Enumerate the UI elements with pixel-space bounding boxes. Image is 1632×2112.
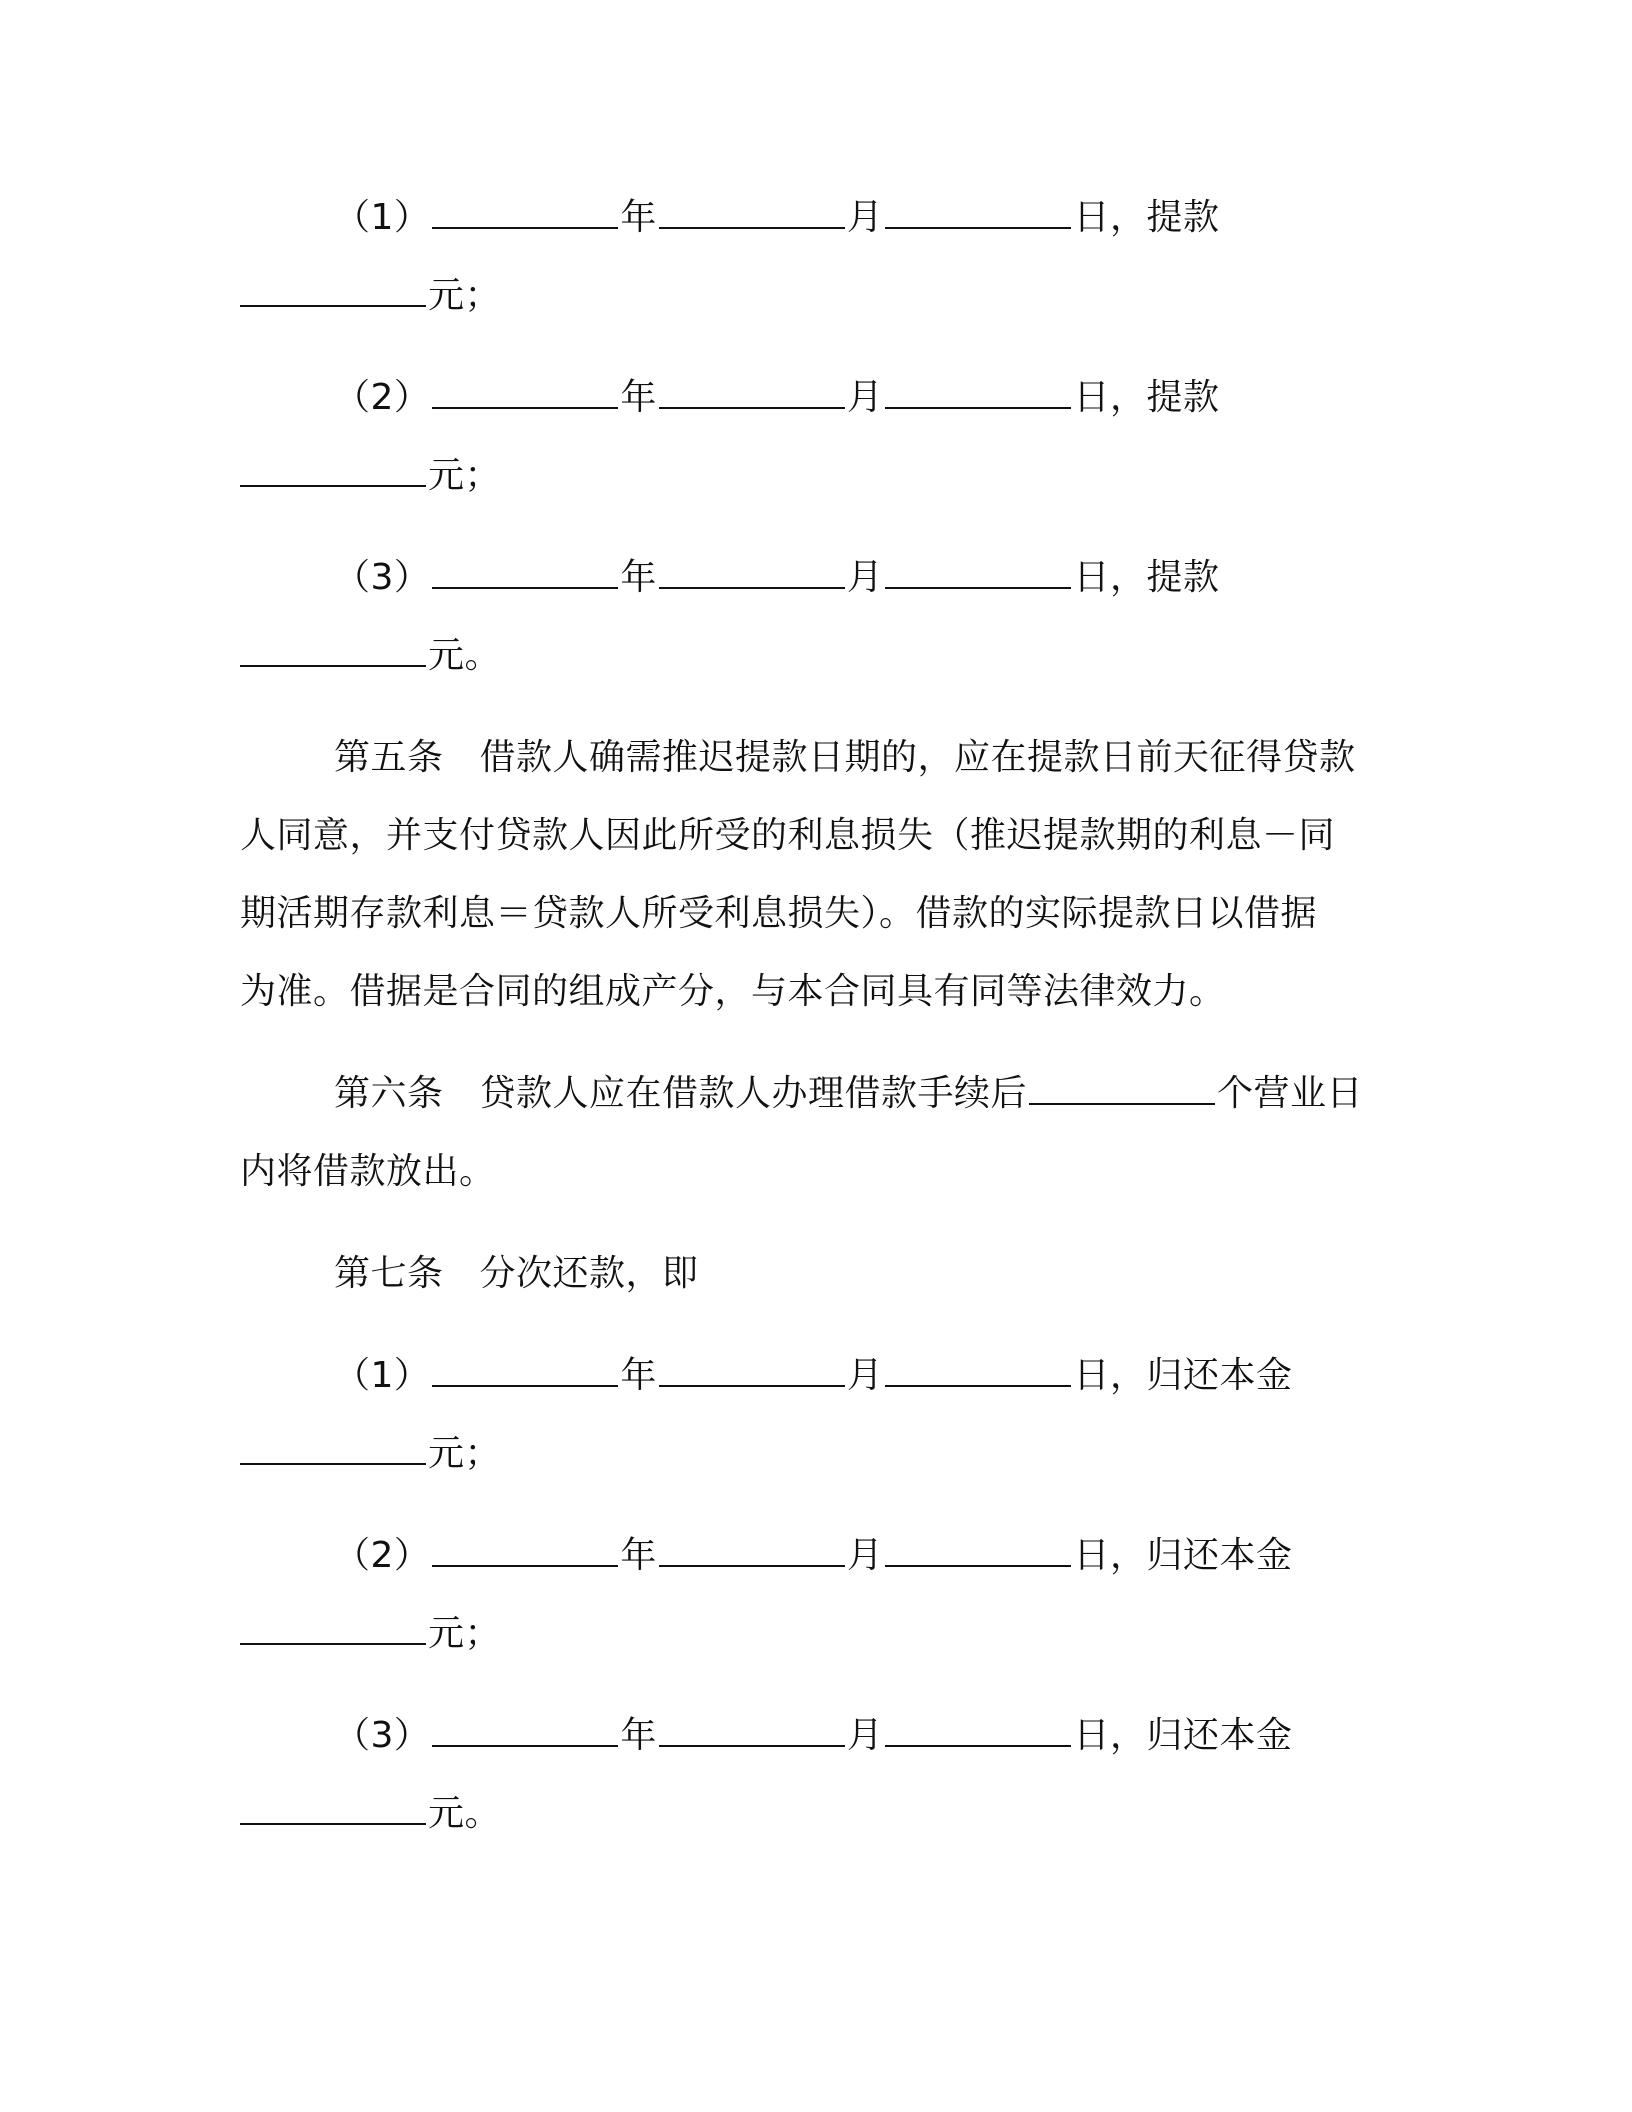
- month-blank[interactable]: [659, 197, 845, 229]
- article5-text-4: 为准。借据是合同的组成产分，与本合同具有同等法律效力。: [240, 971, 1226, 1012]
- year-label: 年: [620, 1535, 657, 1576]
- item-number: （3）: [334, 557, 431, 598]
- year-blank[interactable]: [432, 1715, 618, 1747]
- day-label: 日，归还本金: [1073, 1715, 1293, 1756]
- repayment-amount-2: [240, 1612, 1390, 1656]
- article6-line-1: [334, 1072, 1484, 1116]
- year-blank[interactable]: [432, 377, 618, 409]
- day-label: 日，提款: [1073, 197, 1220, 238]
- repayment-item-2: [334, 1534, 1484, 1578]
- article6-text-after: 个营业日: [1217, 1073, 1364, 1114]
- year-label: 年: [620, 1715, 657, 1756]
- item-number: （2）: [334, 1535, 431, 1576]
- year-label: 年: [620, 377, 657, 418]
- year-blank[interactable]: [432, 557, 618, 589]
- year-blank[interactable]: [432, 1355, 618, 1387]
- month-label: 月: [846, 1535, 884, 1576]
- article6-text-before: 贷款人应在借款人办理借款手续后: [479, 1073, 1028, 1114]
- day-blank[interactable]: [885, 557, 1071, 589]
- unit-label: 元；: [428, 455, 502, 496]
- withdrawal-item-3: [334, 556, 1484, 600]
- business-days-blank[interactable]: [1029, 1073, 1215, 1105]
- item-number: （1）: [334, 1355, 431, 1396]
- article6-text-2: 内将借款放出。: [240, 1151, 496, 1192]
- month-blank[interactable]: [659, 1535, 845, 1567]
- year-label: 年: [620, 557, 657, 598]
- withdrawal-amount-2: [240, 454, 1390, 498]
- day-label: 日，提款: [1073, 557, 1220, 598]
- amount-blank[interactable]: [240, 455, 426, 487]
- amount-blank[interactable]: [240, 1433, 426, 1465]
- day-blank[interactable]: [885, 1535, 1071, 1567]
- article5-line-2: [240, 814, 1390, 858]
- day-label: 日，提款: [1073, 377, 1220, 418]
- year-label: 年: [620, 1355, 657, 1396]
- item-number: （3）: [334, 1715, 431, 1756]
- unit-label: 元；: [428, 1433, 502, 1474]
- article7-title: 第七条: [334, 1253, 444, 1294]
- amount-blank[interactable]: [240, 1613, 426, 1645]
- article7-text: 分次还款，即: [479, 1253, 699, 1294]
- article5-text-2: 人同意，并支付贷款人因此所受的利息损失（推迟提款期的利息－同: [240, 815, 1336, 856]
- year-blank[interactable]: [432, 1535, 618, 1567]
- day-blank[interactable]: [885, 1715, 1071, 1747]
- month-label: 月: [846, 197, 884, 238]
- amount-blank[interactable]: [240, 1793, 426, 1825]
- month-label: 月: [846, 1715, 884, 1756]
- month-label: 月: [846, 1355, 884, 1396]
- withdrawal-amount-1: [240, 274, 1390, 318]
- unit-label: 元。: [428, 1793, 502, 1834]
- article5-line-3: [240, 892, 1390, 936]
- day-label: 日，归还本金: [1073, 1355, 1293, 1396]
- repayment-amount-3: [240, 1792, 1390, 1836]
- month-label: 月: [846, 557, 884, 598]
- repayment-item-3: [334, 1714, 1484, 1758]
- day-blank[interactable]: [885, 197, 1071, 229]
- year-blank[interactable]: [432, 197, 618, 229]
- month-label: 月: [846, 377, 884, 418]
- item-number: （2）: [334, 377, 431, 418]
- article5-title: 第五条: [334, 737, 444, 778]
- unit-label: 元；: [428, 275, 502, 316]
- month-blank[interactable]: [659, 1355, 845, 1387]
- month-blank[interactable]: [659, 377, 845, 409]
- day-blank[interactable]: [885, 377, 1071, 409]
- month-blank[interactable]: [659, 557, 845, 589]
- article5-line-4: [240, 970, 1390, 1014]
- withdrawal-amount-3: [240, 634, 1390, 678]
- year-label: 年: [620, 197, 657, 238]
- article7-line-1: [334, 1252, 1484, 1296]
- article5-line-1: [334, 736, 1484, 780]
- article5-text-3: 期活期存款利息＝贷款人所受利息损失）。借款的实际提款日以借据: [240, 893, 1318, 934]
- day-blank[interactable]: [885, 1355, 1071, 1387]
- unit-label: 元；: [428, 1613, 502, 1654]
- amount-blank[interactable]: [240, 275, 426, 307]
- article6-title: 第六条: [334, 1073, 444, 1114]
- day-label: 日，归还本金: [1073, 1535, 1293, 1576]
- amount-blank[interactable]: [240, 635, 426, 667]
- withdrawal-item-2: [334, 376, 1484, 420]
- article6-line-2: [240, 1150, 1390, 1194]
- unit-label: 元。: [428, 635, 502, 676]
- repayment-item-1: [334, 1354, 1484, 1398]
- article5-text-1: 借款人确需推迟提款日期的，应在提款日前天征得贷款: [479, 737, 1356, 778]
- withdrawal-item-1: [334, 196, 1484, 240]
- repayment-amount-1: [240, 1432, 1390, 1476]
- month-blank[interactable]: [659, 1715, 845, 1747]
- item-number: （1）: [334, 197, 431, 238]
